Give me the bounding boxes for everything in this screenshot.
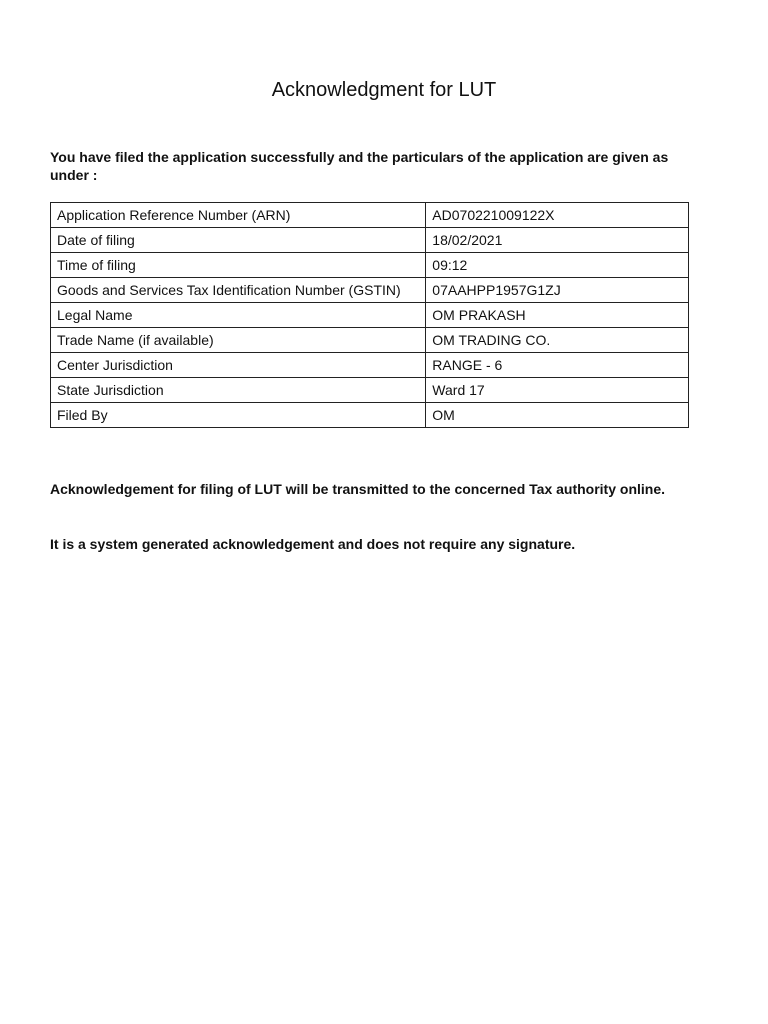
table-row	[51, 378, 689, 403]
row-label: Center Jurisdiction	[51, 353, 426, 378]
document-title: Acknowledgment for LUT	[271, 79, 497, 101]
row-value: 07AAHPP1957G1ZJ	[426, 278, 689, 303]
row-value: OM TRADING CO.	[426, 328, 689, 353]
application-details-table	[50, 202, 689, 428]
row-value: 18/02/2021	[426, 228, 689, 253]
row-value: Ward 17	[426, 378, 689, 403]
table-row	[51, 253, 689, 278]
table-row	[51, 403, 689, 428]
row-label: State Jurisdiction	[51, 378, 426, 403]
row-label: Filed By	[51, 403, 426, 428]
table-row	[51, 203, 689, 228]
intro-text: You have filed the application successfully and the particulars of the application are given as under :	[50, 149, 669, 183]
table-row	[51, 328, 689, 353]
row-value: 09:12	[426, 253, 689, 278]
row-value: OM	[426, 403, 689, 428]
table-row	[51, 353, 689, 378]
table-row	[51, 303, 689, 328]
row-label: Legal Name	[51, 303, 426, 328]
row-value: AD070221009122X	[426, 203, 689, 228]
row-label: Trade Name (if available)	[51, 328, 426, 353]
row-label: Goods and Services Tax Identification Number (GSTIN)	[51, 278, 426, 303]
row-value: OM PRAKASH	[426, 303, 689, 328]
signature-note: It is a system generated acknowledgement and does not require any signature.	[50, 536, 576, 552]
row-value: RANGE - 6	[426, 353, 689, 378]
table-row	[51, 278, 689, 303]
row-label: Date of filing	[51, 228, 426, 253]
row-label: Application Reference Number (ARN)	[51, 203, 426, 228]
transmission-note: Acknowledgement for filing of LUT will be transmitted to the concerned Tax authority online.	[50, 481, 666, 497]
row-label: Time of filing	[51, 253, 426, 278]
table-row	[51, 228, 689, 253]
